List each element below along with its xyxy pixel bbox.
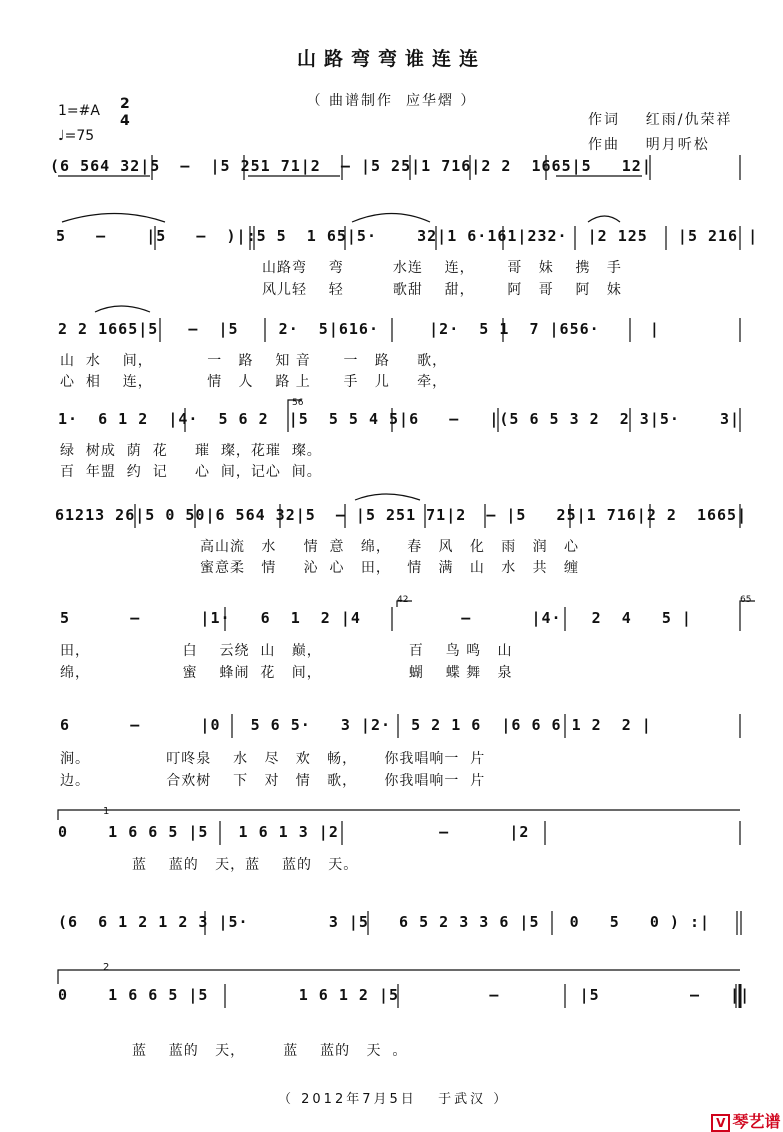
song-title: 山路弯弯谁连连: [296, 48, 486, 70]
measure-number-42: 42: [397, 595, 409, 605]
notation-line-8: 0 1 6 6 5 |5 1 6 1 3 |2 – |2: [58, 823, 530, 841]
lyric-line-6: 百 年盟 约 记 心 间，记心 间。: [60, 464, 322, 480]
lyric-line-12: 边。 合欢树 下 对 情 歌， 你我唱响一 片: [60, 773, 486, 789]
volta-bracket: [397, 601, 412, 607]
volta-2-label: 2: [103, 962, 110, 973]
key-signature: 1=#A: [58, 103, 100, 119]
lyric-line-10: 绵， 蜜 蜂闹 花 间， 蝴 蝶 舞 泉: [60, 665, 513, 681]
lyric-line-11: 涧。 叮咚泉 水 尽 欢 畅， 你我唱响一 片: [60, 751, 486, 767]
composer-credit: 作曲 明月听松: [588, 137, 710, 153]
lyric-line-4: 心 相 连， 情 人 路 上 手 儿 牵，: [60, 374, 448, 390]
measure-number-65: 65: [740, 595, 752, 605]
notation-line-9: (6 6 1 2 1 2 3 |5· 3 |5 6 5 2 3 3 6 |5 0 5 0 ) :|: [58, 913, 710, 931]
time-signature-bottom: 4: [120, 113, 130, 129]
volta-bracket: [740, 601, 755, 607]
lyric-line-9: 田， 白 云绕 山 巅， 百 鸟 鸣 山: [60, 643, 513, 659]
tempo-marking: ♩=75: [58, 128, 95, 144]
notation-line-1: (6 564 32|5 – |5 251 71|2 – |5 25|1 716|2 2 1665|5 12|: [50, 157, 652, 175]
notation-line-5: 61213 26|5 0 50|6 564 32|5 – |5 251 71|2 – |5 25|1 716|2 2 1665|: [55, 506, 748, 524]
notation-line-3: 2 2 1665|5 – |5 2· 5|616· |2· 5 1 7 |656· |: [58, 320, 660, 338]
time-signature-top: 2: [120, 96, 130, 112]
slur: [352, 214, 430, 223]
slur: [95, 306, 150, 312]
lyric-line-14: 蓝 蓝的 天， 蓝 蓝的 天 。: [132, 1043, 408, 1059]
date-footer: （ 2012年7月5日 于武汉 ）: [278, 1092, 510, 1107]
notation-line-4: 1· 6 1 2 |4· 5 6 2 |5 5 5 4 5|6 – |(5 6 5 3 2 2 3|5· 3|: [58, 410, 741, 428]
notation-line-6: 5 – |1· 6 1 2 |4 – |4· 2 4 5 |: [60, 609, 692, 627]
slur: [62, 214, 165, 223]
notation-line-7: 6 – |0 5 6 5· 3 |2· 5 2 1 6 |6 6 6 1 2 2 |: [60, 716, 652, 734]
volta-bracket-1: [58, 810, 740, 820]
lyric-line-3: 山 水 间， 一 路 知 音 一 路 歌，: [60, 353, 448, 369]
lyric-line-13: 蓝 蓝的 天，蓝 蓝的 天。: [132, 857, 359, 873]
slur: [588, 216, 620, 222]
volta-bracket-2: [58, 970, 740, 984]
logo-mark-icon: V: [711, 1114, 730, 1132]
lyricist-credit: 作词 红雨/仇荣祥: [588, 112, 733, 128]
slur: [355, 494, 420, 500]
lyric-line-7: 高山流 水 情 意 绵， 春 风 化 雨 润 心: [200, 539, 579, 555]
measure-number-56: 56: [292, 398, 304, 408]
lyric-line-2: 风儿轻 轻 歌甜 甜， 阿 哥 阿 妹: [262, 282, 622, 298]
volta-1-label: 1: [103, 806, 110, 817]
lyric-line-5: 绿 树成 荫 花 璀 璨，花璀 璨。: [60, 443, 322, 459]
lyric-line-1: 山路弯 弯 水连 连， 哥 妹 携 手: [262, 260, 622, 276]
notation-line-2: 5 – |5 – )|:5 5 1 65|5· 32|1 6·161|232· |2 125 |5 216 |: [56, 227, 759, 245]
volta-bracket: [288, 400, 302, 408]
lyric-line-8: 蜜意柔 情 沁 心 田， 情 满 山 水 共 缠: [200, 560, 579, 576]
arranger-credit: （ 曲谱制作 应华熠 ）: [306, 93, 477, 109]
notation-line-10: 0 1 6 6 5 |5 1 6 1 2 |5 – |5 – ||: [58, 986, 751, 1004]
logo-text: 琴艺谱: [732, 1112, 781, 1131]
